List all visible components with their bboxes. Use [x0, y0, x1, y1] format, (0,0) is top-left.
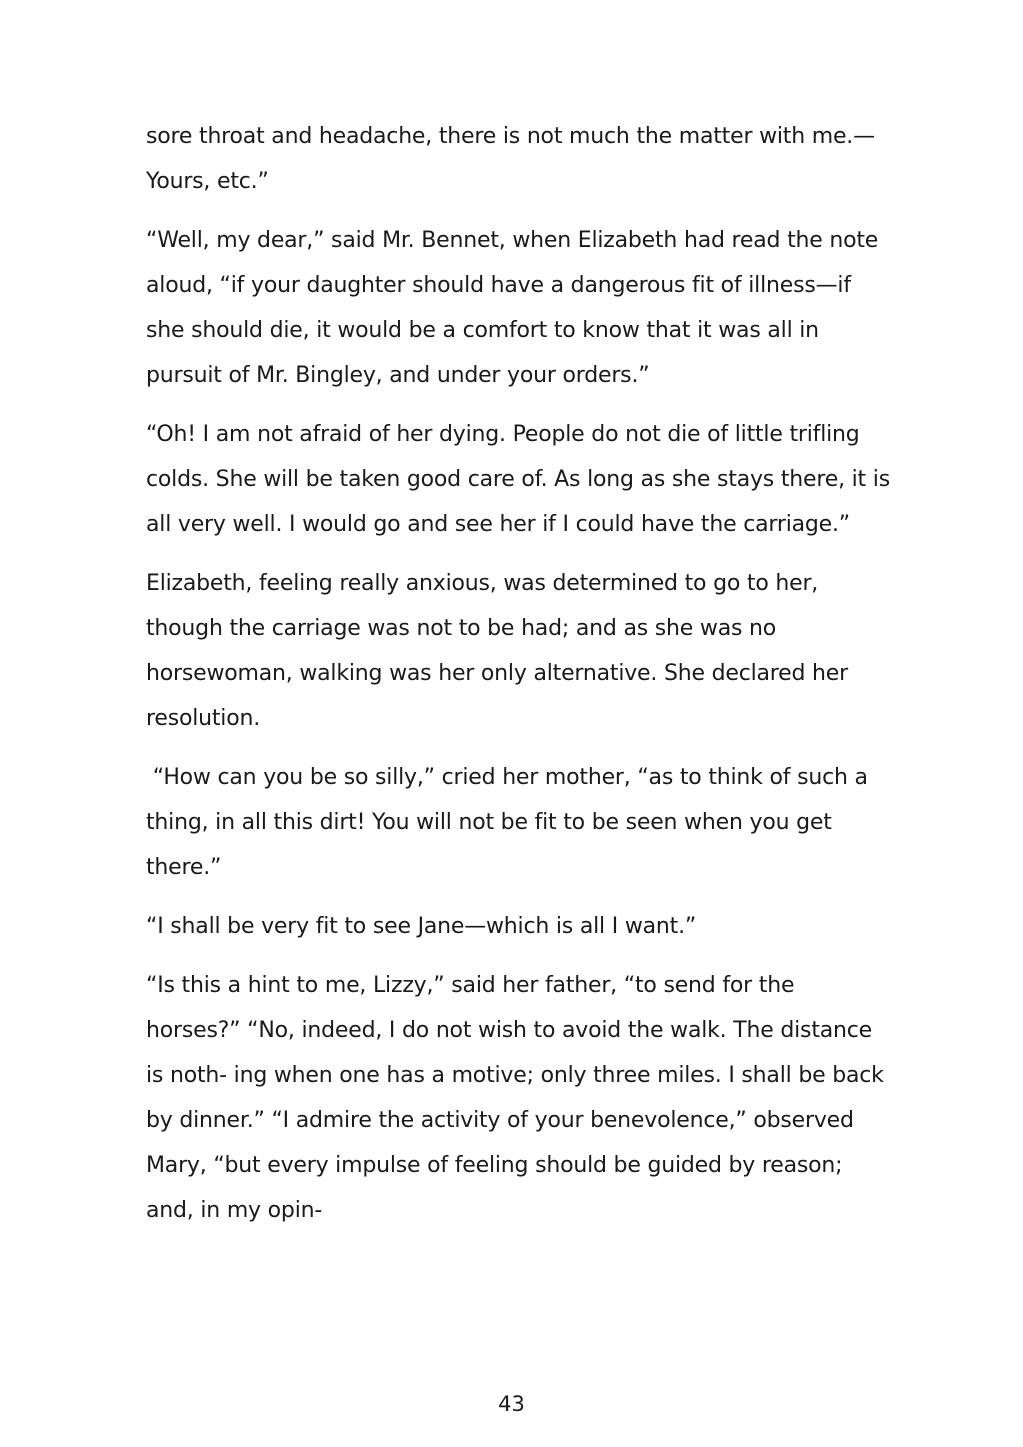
paragraph: “How can you be so silly,” cried her mother, “as to think of such a thing, in all this dirt! You will not be fit to be seen when you get there.”: [146, 765, 875, 880]
paragraph: “Oh! I am not afraid of her dying. People do not die of little trifling colds. She will be taken good care of. As long as she stays there, it is all very well. I would go and see her if I could have the carriage.”: [146, 422, 890, 537]
paragraph: “Well, my dear,” said Mr. Bennet, when Elizabeth had read the note aloud, “if your daughter should have a dangerous fit of illness—if she should die, it would be a comfort to know that it was all in pursuit of Mr. Bingley, and under your orders.”: [146, 228, 879, 388]
paragraph: sore throat and headache, there is not much the matter with me.—Yours, etc.”: [146, 124, 875, 194]
paragraph: Elizabeth, feeling really anxious, was determined to go to her, though the carriage was not to be had; and as she was no horsewoman, walking was her only alternative. She declared her resolution.: [146, 571, 848, 731]
paragraph: “Is this a hint to me, Lizzy,” said her father, “to send for the horses?” “No, indeed, I do not wish to avoid the walk. The distance is noth- ing when one has a motive; only three miles. I shall be back by dinner.” “I admire the activity of your benevolence,” observed Mary, “but every impulse of feeling should be guided by reason; and, in my opin-: [146, 973, 884, 1223]
body-text: [146, 114, 891, 1247]
paragraph: “I shall be very fit to see Jane—which is all I want.”: [146, 914, 697, 939]
page-number: 43: [498, 1392, 525, 1416]
